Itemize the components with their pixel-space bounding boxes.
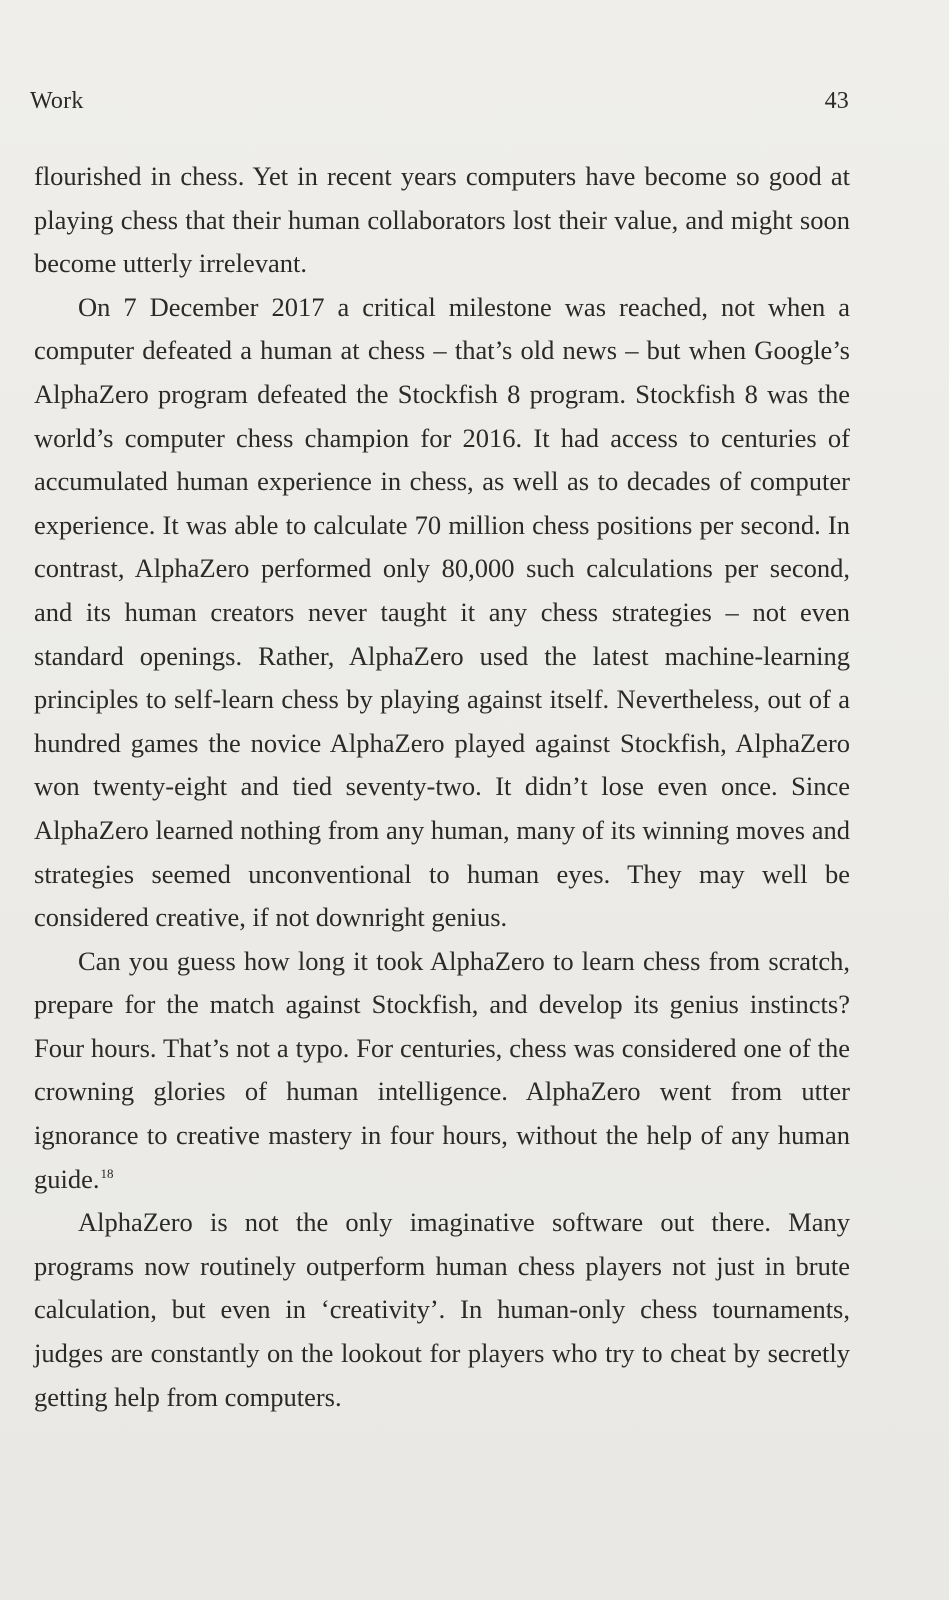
chapter-title: Work <box>30 87 84 114</box>
paragraph-4-text: AlphaZero is not the only imaginative software out there. Many programs now routinely outperform human chess players not just in brute calculation, but even in ‘creativity’. In human-only chess tournaments, judges are constantly on the lookout for players who try to cheat by secretly getting help from computers. <box>34 1207 850 1412</box>
paragraph-2-text: On 7 December 2017 a critical milestone was reached, not when a computer defeated a human at chess – that’s old news – but when Google’s AlphaZero program defeated the Stockfish 8 program. Stockfish 8 was the world’s computer chess champion for 2016. It had access to centuries of accumulated human experience in chess, as well as to decades of computer experience. It was able to calculate 70 million chess positions per second. In contrast, AlphaZero performed only 80,000 such calculations per second, and its human creators never taught it any chess strategies – not even standard openings. Rather, AlphaZero used the latest machine-learning principles to self-learn chess by playing against itself. Nevertheless, out of a hundred games the novice AlphaZero played against Stockfish, AlphaZero won twenty-eight and tied seventy-two. It didn’t lose even once. Since AlphaZero learned nothing from any human, many of its winning moves and strategies seemed unconventional to human eyes. They may well be considered creative, if not downright genius. <box>34 291 850 933</box>
body-text <box>34 155 850 1419</box>
paragraph-imaginative-software <box>34 1201 850 1419</box>
paragraph-3-text: Can you guess how long it took AlphaZero to learn chess from scratch, prepare for the match against Stockfish, and develop its genius instincts? Four hours. That’s not a typo. For centuries, chess was considered one of the crowning glories of human intelligence. AlphaZero went from utter ignorance to creative mastery in four hours, without the help of any human guide. <box>34 945 850 1194</box>
paragraph-alphazero-milestone <box>34 286 850 940</box>
paragraph-1-text: flourished in chess. Yet in recent years computers have become so good at playing chess that their human collaborators lost their value, and might soon become utterly irrelevant. <box>34 161 850 279</box>
running-head <box>30 84 849 118</box>
page-number: 43 <box>824 87 849 114</box>
paragraph-four-hours <box>34 940 850 1202</box>
footnote-marker: 18 <box>100 1165 114 1181</box>
paragraph-continued <box>34 155 850 286</box>
